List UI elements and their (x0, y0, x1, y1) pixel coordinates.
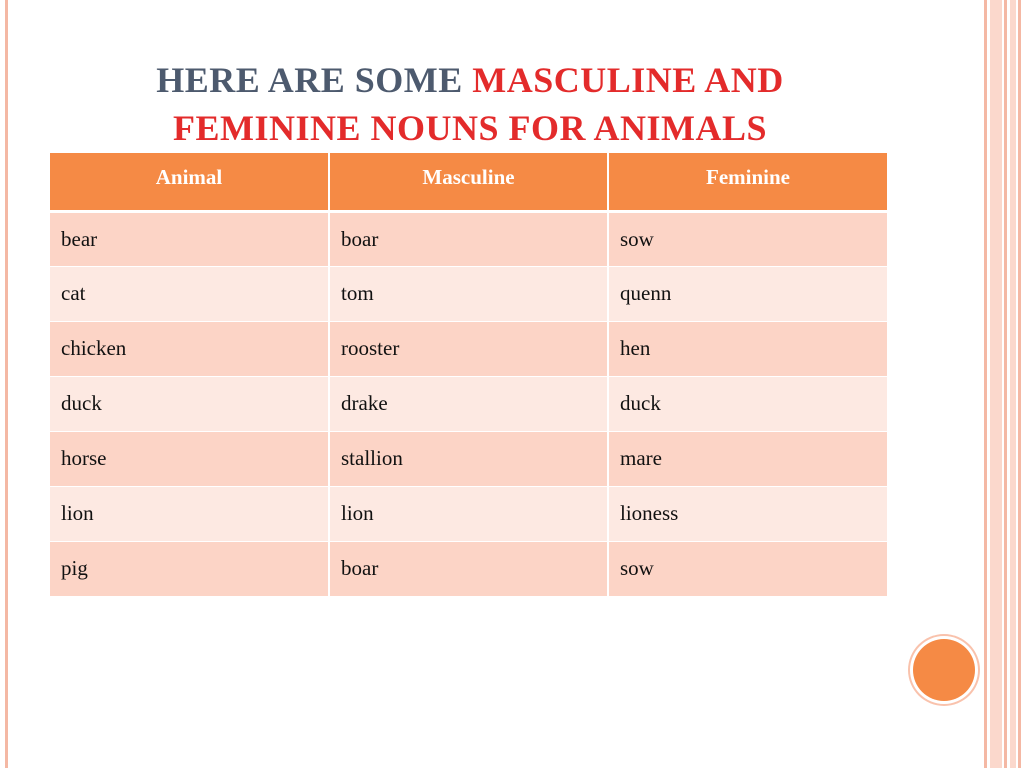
cell-feminine: lioness (608, 486, 887, 541)
table-row (50, 431, 887, 486)
table-row (50, 541, 887, 596)
stripe (984, 0, 987, 768)
cell-masculine: boar (329, 541, 608, 596)
cell-animal: horse (50, 431, 329, 486)
orange-circle-decoration (913, 639, 975, 701)
right-stripes-decoration (984, 0, 1024, 768)
stripe (1010, 0, 1016, 768)
animal-gender-table (50, 153, 887, 597)
header-feminine: Feminine (608, 153, 887, 211)
cell-masculine: rooster (329, 321, 608, 376)
cell-feminine: hen (608, 321, 887, 376)
title-part-dark: HERE ARE SOME (156, 60, 473, 100)
cell-animal: chicken (50, 321, 329, 376)
cell-animal: pig (50, 541, 329, 596)
table-row (50, 376, 887, 431)
cell-masculine: boar (329, 211, 608, 266)
cell-masculine: drake (329, 376, 608, 431)
table-row (50, 321, 887, 376)
cell-feminine: duck (608, 376, 887, 431)
cell-feminine: mare (608, 431, 887, 486)
stripe (1018, 0, 1021, 768)
title-part-red: MASCULINE AND (472, 60, 784, 100)
header-animal: Animal (50, 153, 329, 211)
cell-animal: lion (50, 486, 329, 541)
cell-animal: bear (50, 211, 329, 266)
stripe (990, 0, 1002, 768)
stripe (1004, 0, 1007, 768)
table-row (50, 211, 887, 266)
cell-masculine: lion (329, 486, 608, 541)
cell-feminine: quenn (608, 266, 887, 321)
table-row (50, 486, 887, 541)
table-row (50, 266, 887, 321)
slide-title (60, 56, 880, 152)
cell-animal: duck (50, 376, 329, 431)
table-header-row (50, 153, 887, 211)
cell-feminine: sow (608, 211, 887, 266)
left-border-decoration (5, 0, 8, 768)
cell-masculine: tom (329, 266, 608, 321)
cell-masculine: stallion (329, 431, 608, 486)
header-masculine: Masculine (329, 153, 608, 211)
title-line-2: FEMININE NOUNS FOR ANIMALS (172, 108, 768, 148)
cell-animal: cat (50, 266, 329, 321)
cell-feminine: sow (608, 541, 887, 596)
